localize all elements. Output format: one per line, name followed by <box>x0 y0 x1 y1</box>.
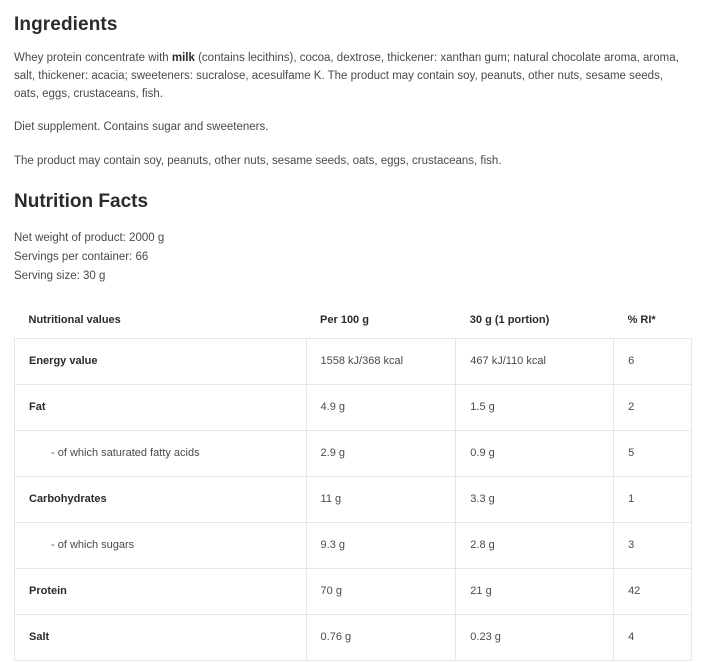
nutrition-table-body <box>15 338 692 660</box>
row-per-100g: 11 g <box>306 476 456 522</box>
row-per-100g: 2.9 g <box>306 430 456 476</box>
ingredients-heading: Ingredients <box>14 14 118 35</box>
row-label: Energy value <box>15 338 307 384</box>
row-per-100g: 4.9 g <box>306 384 456 430</box>
row-ri-percent: 3 <box>614 522 692 568</box>
row-per-portion: 2.8 g <box>456 522 614 568</box>
column-header-per-100g: Per 100 g <box>306 304 456 339</box>
ingredients-text-part-1: Whey protein concentrate with <box>14 52 172 64</box>
row-label: Carbohydrates <box>15 476 307 522</box>
row-per-100g: 1558 kJ/368 kcal <box>306 338 456 384</box>
diet-supplement-note: Diet supplement. Contains sugar and sweeteners. <box>14 121 269 134</box>
row-per-100g: 0.76 g <box>306 614 456 660</box>
row-ri-percent: 2 <box>614 384 692 430</box>
table-row <box>15 338 692 384</box>
row-ri-percent: 5 <box>614 430 692 476</box>
column-header-per-portion: 30 g (1 portion) <box>456 304 614 339</box>
ingredients-allergen-milk: milk <box>171 52 195 64</box>
row-label: - of which saturated fatty acids <box>15 430 307 476</box>
row-per-portion: 0.9 g <box>456 430 614 476</box>
table-row <box>15 384 692 430</box>
table-header-row <box>15 304 692 339</box>
nutrition-facts-table <box>14 304 692 661</box>
serving-size-line: Serving size: 30 g <box>14 270 106 282</box>
row-per-100g: 70 g <box>306 568 456 614</box>
net-weight-line: Net weight of product: 2000 g <box>14 232 165 245</box>
row-per-portion: 3.3 g <box>456 476 614 522</box>
table-row <box>15 430 692 476</box>
row-label: Fat <box>15 384 307 430</box>
row-ri-percent: 1 <box>614 476 692 522</box>
nutrition-facts-heading: Nutrition Facts <box>14 191 149 213</box>
row-ri-percent: 6 <box>614 338 692 384</box>
row-per-100g: 9.3 g <box>306 522 456 568</box>
table-row <box>15 568 692 614</box>
table-row <box>15 614 692 660</box>
row-per-portion: 21 g <box>456 568 614 614</box>
table-row <box>15 522 692 568</box>
row-ri-percent: 42 <box>614 568 692 614</box>
servings-per-container-line: Servings per container: 66 <box>14 251 149 264</box>
nutrition-table-head <box>15 304 692 339</box>
row-per-portion: 0.23 g <box>456 614 614 660</box>
ingredients-text <box>14 50 686 103</box>
row-label: Protein <box>15 568 307 614</box>
row-ri-percent: 4 <box>614 614 692 660</box>
allergen-warning-note: The product may contain soy, peanuts, other nuts, sesame seeds, oats, eggs, crustaceans, fish. <box>14 155 502 168</box>
row-label: - of which sugars <box>15 522 307 568</box>
table-row <box>15 476 692 522</box>
column-header-nutritional-values: Nutritional values <box>15 304 307 339</box>
column-header-ri-percent: % RI* <box>614 304 692 339</box>
row-per-portion: 1.5 g <box>456 384 614 430</box>
row-label: Salt <box>15 614 307 660</box>
row-per-portion: 467 kJ/110 kcal <box>456 338 614 384</box>
ingredients-text-part-2: (contains lecithins), cocoa, dextrose, thickener: xanthan gum; natural chocolate aroma, aroma, salt, thickener: acacia; sweeteners: sucralose, acesulfame K. The product may contain soy, peanuts, other nuts, sesame seeds, oats, eggs, crustaceans, fish. <box>14 52 679 100</box>
